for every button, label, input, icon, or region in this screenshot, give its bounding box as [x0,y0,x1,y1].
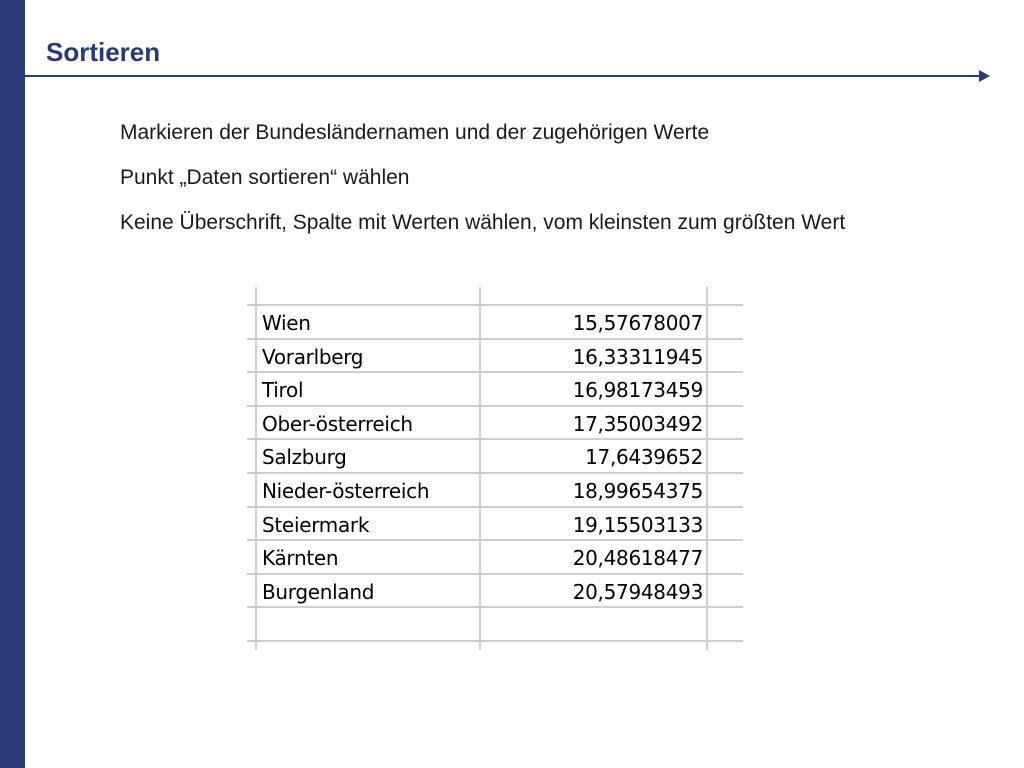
cell-bundesland[interactable]: Ober-österreich [262,412,413,436]
cell-bundesland[interactable]: Kärnten [262,546,339,570]
grid-column-line [479,287,481,650]
instruction-item: Markieren der Bundesländernamen und der zugehörigen Werte [120,121,710,144]
cell-bundesland[interactable]: Tirol [262,378,304,402]
arrow-right-icon [979,70,990,82]
instruction-item: Keine Überschrift, Spalte mit Werten wählen, vom kleinsten zum größten Wert [120,211,846,234]
cell-value[interactable]: 19,15503133 [572,513,703,537]
spreadsheet-excerpt [247,287,743,650]
instruction-item: Punkt „Daten sortieren“ wählen [120,166,410,189]
cell-value[interactable]: 17,35003492 [572,412,703,436]
cell-bundesland[interactable]: Steiermark [262,513,370,537]
cell-bundesland[interactable]: Wien [262,311,311,335]
grid-row-line [247,640,743,642]
cell-value[interactable]: 15,57678007 [572,311,703,335]
cell-value[interactable]: 16,98173459 [572,378,703,402]
cell-value[interactable]: 20,48618477 [572,546,703,570]
cell-bundesland[interactable]: Salzburg [262,445,347,469]
title-underline [25,75,980,77]
cell-value[interactable]: 20,57948493 [572,580,703,604]
cell-bundesland[interactable]: Burgenland [262,580,375,604]
slide-title: Sortieren [46,37,161,67]
cell-bundesland[interactable]: Vorarlberg [262,345,364,369]
cell-value[interactable]: 16,33311945 [572,345,703,369]
grid-column-line [255,287,257,650]
cell-value[interactable]: 17,6439652 [585,445,703,469]
left-accent-bar [0,0,25,768]
cell-bundesland[interactable]: Nieder-österreich [262,479,430,503]
cell-value[interactable]: 18,99654375 [572,479,703,503]
grid-column-line [706,287,708,650]
instruction-list [120,117,880,252]
